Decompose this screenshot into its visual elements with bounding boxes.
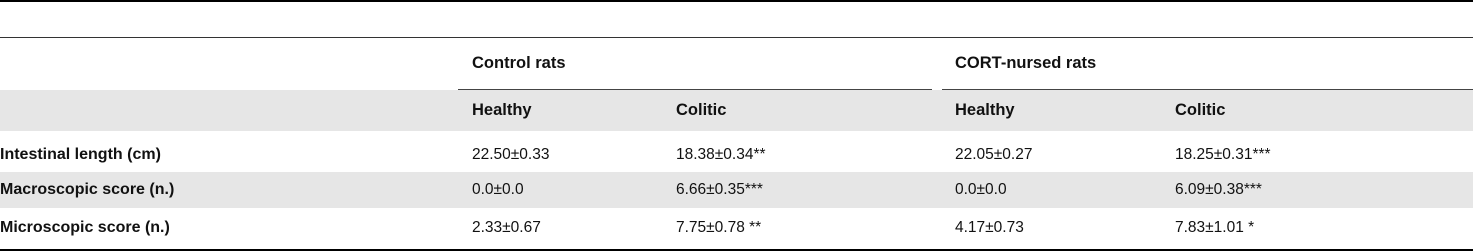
cell-value: 0.0±0.0 <box>955 181 1007 198</box>
cell-value: 18.25±0.31*** <box>1175 146 1271 163</box>
subheader-cort-healthy: Healthy <box>955 101 1015 119</box>
row-label-macroscopic-score: Macroscopic score (n.) <box>0 181 175 198</box>
cell-value: 4.17±0.73 <box>955 219 1024 236</box>
cell-value: 6.09±0.38*** <box>1175 181 1262 198</box>
table-top-rule <box>0 0 1473 2</box>
subheader-control-colitic: Colitic <box>676 101 727 119</box>
cell-value: 7.83±1.01 * <box>1175 219 1255 236</box>
subheader-cort-colitic: Colitic <box>1175 101 1226 119</box>
subheader-control-healthy: Healthy <box>472 101 532 119</box>
cell-value: 22.05±0.27 <box>955 146 1033 163</box>
cell-value: 6.66±0.35*** <box>676 181 763 198</box>
row-label-microscopic-score: Microscopic score (n.) <box>0 219 170 236</box>
cell-value: 7.75±0.78 ** <box>676 219 762 236</box>
row-label-intestinal-length: Intestinal length (cm) <box>0 146 161 163</box>
cell-value: 22.50±0.33 <box>472 146 550 163</box>
cell-value: 0.0±0.0 <box>472 181 524 198</box>
cell-value: 2.33±0.67 <box>472 219 541 236</box>
group-header-cort: CORT-nursed rats <box>955 54 1097 72</box>
group-header-control: Control rats <box>472 54 566 72</box>
table-bottom-rule <box>0 249 1473 251</box>
table-header-rule <box>0 37 1473 38</box>
cell-value: 18.38±0.34** <box>676 146 766 163</box>
subheader-band <box>0 90 1473 131</box>
